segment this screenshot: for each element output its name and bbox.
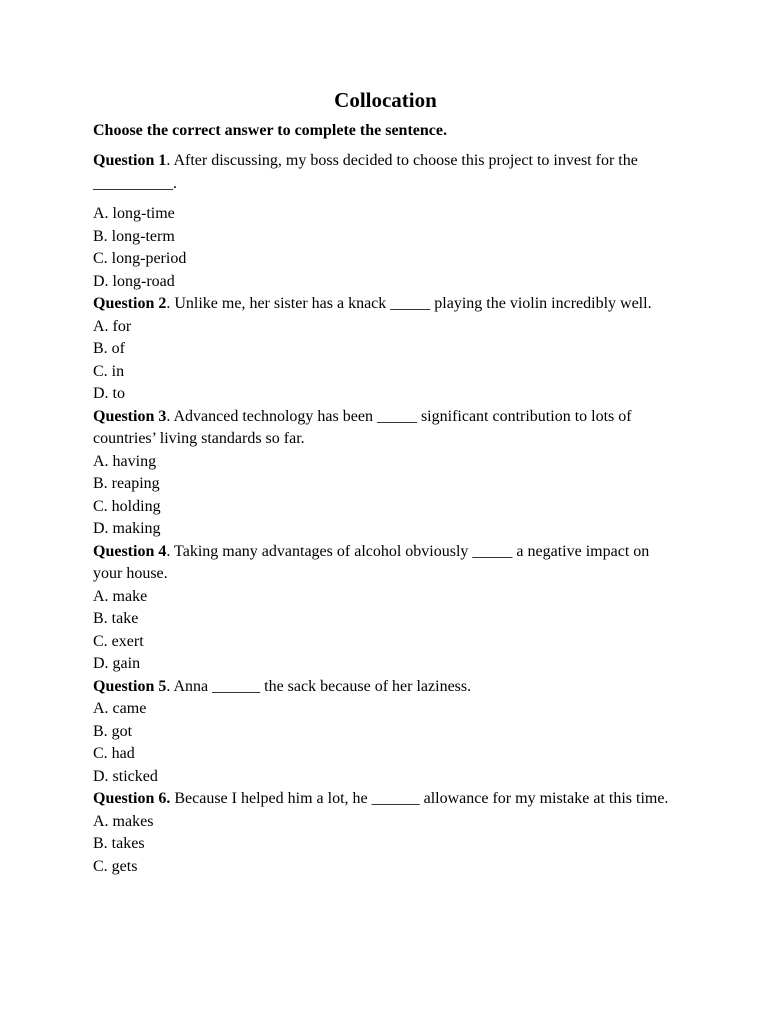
answer-option: A. for [93, 317, 132, 335]
question-text [93, 788, 678, 811]
answer-option: A. having [93, 452, 157, 470]
question-label: Question 6. [93, 790, 171, 807]
question-4 [93, 541, 678, 676]
question-label: Question 4 [93, 542, 167, 560]
answer-option: B. reaping [93, 475, 160, 492]
answer-options [93, 451, 678, 541]
answer-option: B. takes [93, 835, 145, 852]
answer-option: A. makes [93, 812, 154, 830]
question-text [93, 676, 678, 699]
answer-option: D. making [93, 520, 161, 537]
document-page [93, 86, 678, 878]
answer-option: A. long-time [93, 205, 175, 222]
question-body: Taking many advantages of alcohol obviously _____ a negative impact on your house. [93, 542, 650, 582]
question-separator: . [166, 152, 171, 169]
answer-option: D. to [93, 385, 125, 402]
answer-option: D. sticked [93, 767, 158, 785]
answer-option: A. make [93, 587, 148, 605]
answer-option: B. take [93, 610, 139, 627]
answer-options [93, 316, 678, 406]
question-6 [93, 788, 678, 878]
question-separator: . [166, 407, 171, 425]
question-text [93, 406, 678, 451]
question-1 [93, 150, 678, 293]
answer-options [93, 698, 678, 788]
question-body: Advanced technology has been _____ significant contribution to lots of countries’ living standards so far. [93, 407, 632, 447]
answer-option: A. came [93, 700, 147, 717]
answer-option: C. in [93, 362, 125, 380]
question-label: Question 5 [93, 677, 167, 695]
answer-options [93, 586, 678, 676]
answer-option: C. had [93, 745, 135, 762]
question-text [93, 541, 678, 586]
answer-option: C. holding [93, 497, 161, 515]
question-5 [93, 676, 678, 789]
question-text [93, 150, 678, 195]
question-body: Unlike me, her sister has a knack _____ playing the violin incredibly well. [170, 295, 652, 312]
question-text [93, 293, 678, 316]
question-body: Because I helped him a lot, he ______ allowance for my mistake at this time. [170, 790, 669, 807]
page-title: Collocation [334, 88, 437, 112]
question-2 [93, 293, 678, 406]
question-separator: . [166, 677, 171, 695]
answer-option: C. gets [93, 857, 138, 875]
question-label: Question 1 [93, 152, 167, 169]
question-body: Anna ______ the sack because of her laziness. [170, 677, 472, 695]
question-label: Question 3 [93, 407, 167, 425]
instruction-text: Choose the correct answer to complete the sentence. [93, 122, 447, 139]
answer-option: B. long-term [93, 227, 175, 245]
answer-option: C. exert [93, 632, 144, 650]
question-label: Question 2 [93, 295, 167, 312]
answer-options [93, 203, 678, 293]
answer-option: D. long-road [93, 272, 175, 290]
answer-options [93, 811, 678, 879]
answer-option: D. gain [93, 655, 141, 672]
answer-option: B. got [93, 722, 133, 740]
question-separator: . [166, 295, 171, 312]
question-3 [93, 406, 678, 541]
question-separator: . [166, 542, 171, 560]
question-body: After discussing, my boss decided to choose this project to invest for the __________. [93, 152, 638, 192]
answer-option: C. long-period [93, 250, 187, 267]
answer-option: B. of [93, 340, 125, 357]
